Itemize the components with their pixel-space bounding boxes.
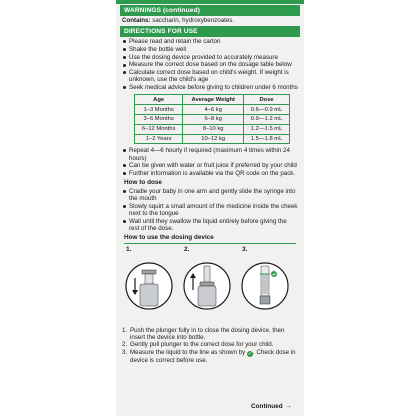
table-header-row <box>135 95 290 105</box>
item-text-continued: . Check dose in device is correct before use. <box>130 349 296 365</box>
continued-text: Continued <box>251 403 283 410</box>
table-cell: 10–12 kg <box>183 134 244 144</box>
list-item: Slowly squirt a small amount of the medicine inside the cheek next to the tongue <box>122 203 298 217</box>
item-text: Push the plunger fully in to close the dosing device, then insert the device into bottle. <box>130 326 285 341</box>
list-item <box>122 341 298 348</box>
table-cell: 4–6 kg <box>183 105 244 115</box>
list-item: Further information is available via the QR code on the pack. <box>122 170 298 177</box>
syringe-insert-icon <box>124 254 174 316</box>
step-number: 2. <box>184 245 190 253</box>
device-title: How to use the dosing device <box>124 233 214 241</box>
directions-header: DIRECTIONS FOR USE <box>120 26 300 37</box>
syringe-measure-icon <box>240 254 290 316</box>
list-item: Measure the correct dose based on the dosage table below <box>122 61 298 68</box>
table-row <box>135 134 290 144</box>
list-item: Shake the bottle well <box>122 46 298 53</box>
list-item: Can be given with water or fruit juice if preferred by your child <box>122 162 298 169</box>
table-cell: 1.5—1.8 mL <box>244 134 290 144</box>
list-item: Seek medical advice before giving to children under 6 months <box>122 84 298 91</box>
directions-list <box>120 38 300 91</box>
continued-label <box>251 403 292 410</box>
step-1 <box>124 246 176 320</box>
step-2 <box>182 246 234 320</box>
table-cell: 0.9—1.2 mL <box>244 114 290 124</box>
table-cell: 3–6 Months <box>135 114 183 124</box>
item-number: 1. <box>122 326 128 334</box>
contains-text: saccharin, hydroxybenzoates. <box>150 17 235 24</box>
table-cell: 6–8 kg <box>183 114 244 124</box>
how-to-dose-list <box>120 188 300 232</box>
table-cell: 1–3 Months <box>135 105 183 115</box>
item-number: 3. <box>122 349 128 357</box>
divider <box>124 243 296 244</box>
device-steps <box>120 246 300 322</box>
table-header: Dose <box>244 95 290 105</box>
list-item: Please read and retain the carton <box>122 38 298 45</box>
list-item: Repeat 4—6 hourly if required (maximum 4 times within 24 hours) <box>122 147 298 161</box>
contains-line <box>120 16 300 26</box>
label-panel <box>116 0 304 416</box>
check-icon: ✓ <box>247 351 253 358</box>
list-item: Calculate correct dose based on child's weight. If weight is unknown, use the child's age <box>122 69 298 83</box>
list-item: Wait until they swallow the liquid entirely before giving the rest of the dose. <box>122 218 298 232</box>
table-cell: 6–12 Months <box>135 124 183 134</box>
list-item: Cradle your baby in one arm and gently slide the syringe into the mouth <box>122 188 298 202</box>
table-header: Average Weight <box>183 95 244 105</box>
table-cell: 1–2 Years <box>135 134 183 144</box>
how-to-dose-title: How to dose <box>124 178 162 186</box>
item-text: Gently pull plunger to the correct dose for your child. <box>130 341 274 349</box>
table-row <box>135 105 290 115</box>
step-number: 1. <box>126 245 132 253</box>
list-item <box>122 349 298 364</box>
dosage-table <box>134 94 290 144</box>
device-instructions <box>120 327 300 365</box>
list-item: Use the dosing device provided to accurately measure <box>122 54 298 61</box>
step-number: 3. <box>242 245 248 253</box>
syringe-pull-icon <box>182 254 232 316</box>
table-row <box>135 124 290 134</box>
table-cell: 1.2—1.5 mL <box>244 124 290 134</box>
step-3 <box>240 246 292 320</box>
warnings-header: WARNINGS (continued) <box>120 5 300 16</box>
after-table-list <box>120 147 300 177</box>
item-text: Measure the liquid to the line as shown by <box>130 349 246 357</box>
arrow-right-icon: → <box>285 403 292 410</box>
table-cell: 8–10 kg <box>183 124 244 134</box>
table-header: Age <box>135 95 183 105</box>
contains-label: Contains: <box>122 17 151 24</box>
left-margin <box>0 0 116 416</box>
table-cell: 0.6—0.9 mL <box>244 105 290 115</box>
table-row <box>135 114 290 124</box>
right-margin <box>304 0 416 416</box>
item-number: 2. <box>122 341 128 349</box>
top-accent-bar <box>116 0 304 4</box>
list-item <box>122 327 298 341</box>
